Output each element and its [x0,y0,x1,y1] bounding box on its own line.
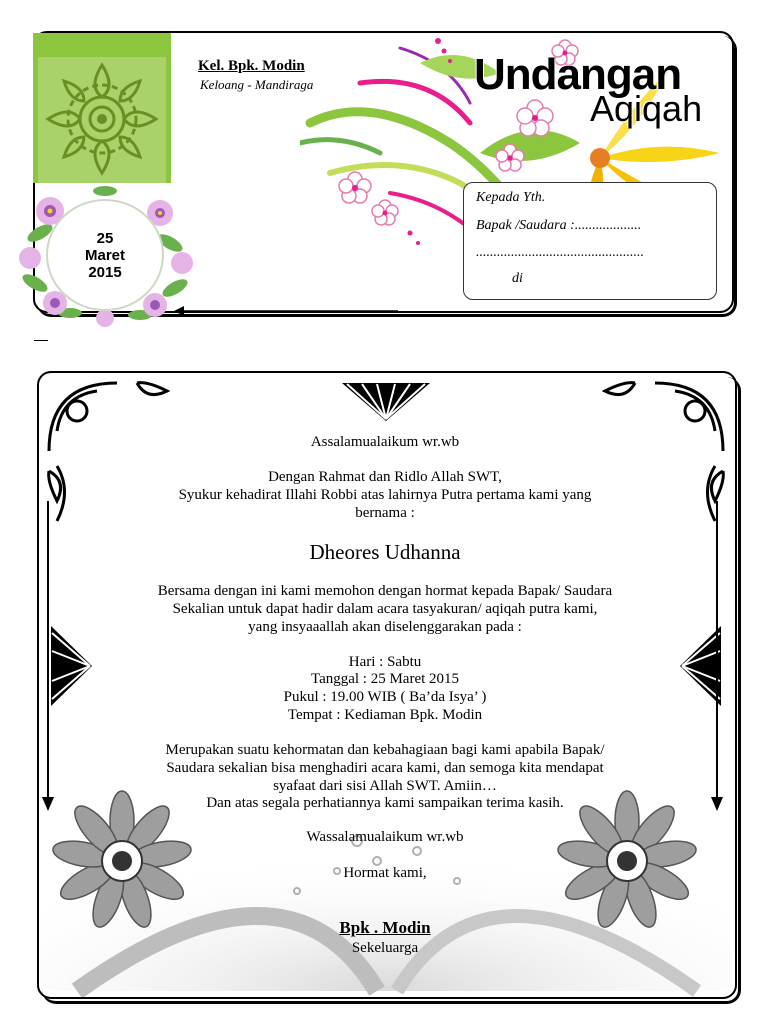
recipient-location-label: di [512,271,523,286]
child-name: Dheores Udhanna [309,540,461,564]
invitation-subtitle: Aqiqah [590,88,703,129]
closing-line-2: Saudara sekalian bisa menghadiri acara kami, dan semoga kita mendapat [166,760,604,776]
intro-line-1: Dengan Rahmat dan Ridlo Allah SWT, [268,469,502,485]
invitation-line-1: Bersama dengan ini kami memohon dengan hormat kepada Bapak/ Saudara [157,583,613,599]
date-day: 25 [96,230,114,247]
closing-line-1: Merupakan suatu kehormatan dan kebahagiaan bagi kami apabila Bapak/ [165,742,605,758]
closing-line-3: syafaat dari sisi Allah SWT. Amiin… [273,778,497,794]
event-place: Tempat : Kediaman Bpk. Modin [287,707,483,723]
sender-place: Keloang - Mandiraga [200,77,314,92]
sender-name: Kel. Bpk. Modin [198,58,305,74]
date-year: 2015 [88,264,122,281]
invitation-line-2: Sekalian untuk dapat hadir dalam acara tasyakuran/ aqiqah putra kami, [172,601,598,617]
divider-dash [34,340,48,341]
recipient-name-line: Bapak /Saudara :................... [476,218,642,233]
event-day: Hari : Sabtu [348,654,422,670]
signer-family: Sekeluarga [351,940,419,956]
mandala-ornament-icon [40,57,164,181]
divider-line [475,314,675,315]
recipient-blank-line: ................................................ [476,245,644,260]
closing-line-4: Dan atas segala perhatiannya kami sampaikan terima kasih. [206,795,564,811]
left-arrow-icon [172,303,400,319]
date-month: Maret [84,247,125,264]
event-date-badge [66,230,144,281]
invitation-title: Undangan [474,50,682,99]
event-time: Pukul : 19.00 WIB ( Ba’da Isya’ ) [283,689,487,705]
signer-name: Bpk . Modin [339,918,431,937]
closing-greeting: Wassalamualaikum wr.wb [306,829,464,845]
recipient-greeting: Kepada Yth. [476,190,546,205]
recipient-address-box [463,182,717,300]
intro-line-3: bernama : [355,505,415,521]
intro-line-2: Syukur kehadirat Illahi Robbi atas lahirnya Putra pertama kami yang [178,487,592,503]
event-date: Tanggal : 25 Maret 2015 [310,671,460,687]
opening-greeting: Assalamualaikum wr.wb [310,434,460,450]
invitation-line-3: yang insyaaallah akan diselenggarakan pada : [248,619,522,635]
regards-text: Hormat kami, [343,865,427,881]
